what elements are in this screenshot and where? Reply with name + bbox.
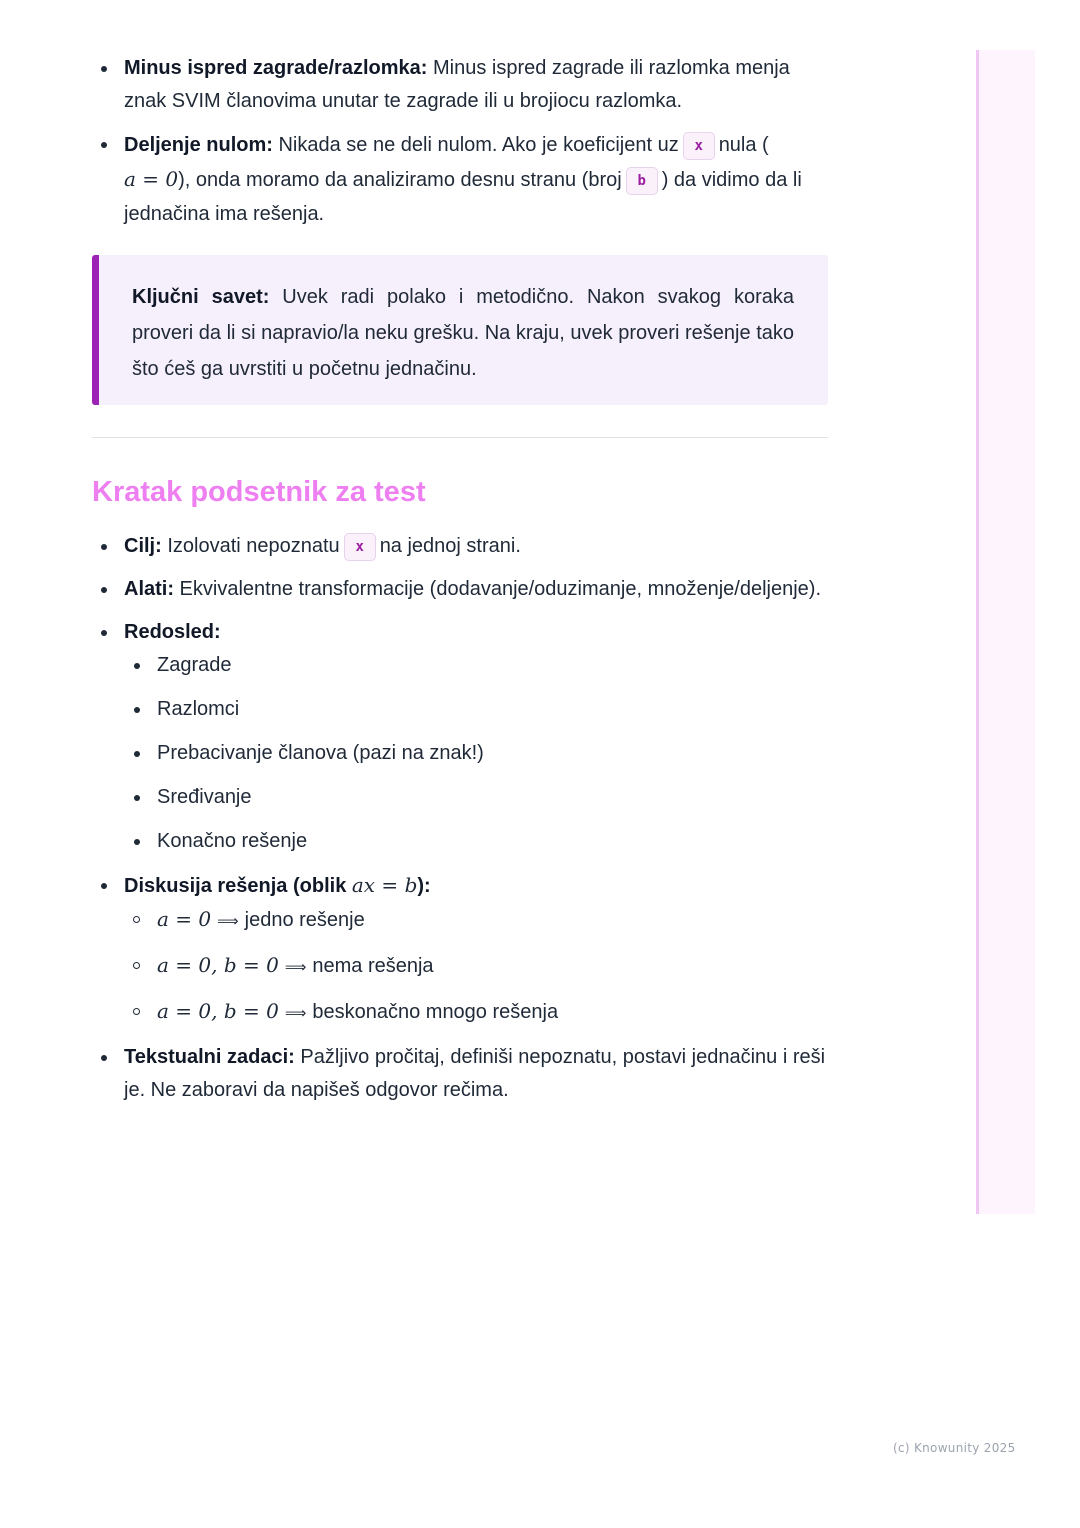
list-item: Razlomci <box>124 693 828 726</box>
item-label: Diskusija rešenja (oblik <box>124 875 352 897</box>
inline-code-b: b <box>626 167 658 195</box>
list-item: Konačno rešenje <box>124 825 828 858</box>
math-b: b <box>404 873 418 897</box>
implies-arrow: ⟹ <box>217 912 239 930</box>
callout-text: Uvek radi polako i metodično. Nakon svakog koraka proveri da li si napravio/la neku grešku. Na kraju, uvek proveri rešenje tako što ćeš ga uvrstiti u početnu jednačinu. <box>132 286 794 380</box>
item-text: na jednoj strani. <box>379 535 521 557</box>
item-text: nula ( <box>718 134 769 156</box>
inline-code-x: x <box>683 132 715 160</box>
list-item <box>124 949 828 984</box>
item-label: ): <box>417 875 431 897</box>
item-text: ), onda moramo da analiziramo desnu stranu (broj <box>178 169 622 191</box>
math-eq: = 0 <box>135 167 179 191</box>
callout-label: Ključni savet: <box>132 286 270 308</box>
item-label: Deljenje nulom: <box>124 134 273 156</box>
list-item-tools <box>92 573 828 606</box>
list-item-word-problems <box>92 1041 828 1107</box>
item-text: Nikada se ne deli nulom. Ako je koeficijent uz <box>272 134 679 156</box>
case-math: a = 0, b = 0 <box>157 999 279 1023</box>
list-item <box>124 903 828 938</box>
top-list <box>92 52 828 241</box>
math-eq: = <box>375 873 405 897</box>
list-item: Prebacivanje članova (pazi na znak!) <box>124 737 828 770</box>
copyright-footer: (c) Knowunity 2025 <box>893 1441 1016 1455</box>
list-item-goal <box>92 530 828 563</box>
divider <box>92 437 828 438</box>
item-label: Alati: <box>124 578 174 600</box>
order-steps <box>124 649 828 858</box>
item-label: Redosled: <box>124 621 221 643</box>
implies-arrow: ⟹ <box>284 1004 307 1022</box>
item-text: ) da vidimo da li jednačina ima rešenja. <box>124 169 802 225</box>
math-a: a <box>124 167 136 191</box>
sidebar-strip <box>976 50 1035 1214</box>
math-ax: ax <box>351 873 376 897</box>
item-label: Cilj: <box>124 535 162 557</box>
implies-arrow: ⟹ <box>284 958 307 976</box>
list-item-order <box>92 616 828 858</box>
discussion-cases <box>124 903 828 1030</box>
item-text: Pažljivo pročitaj, definiši nepoznatu, postavi jednačinu i reši je. Ne zaboravi da napišeš odgovor rečima. <box>124 1046 826 1101</box>
reminder-list <box>92 530 828 1117</box>
case-result: jedno rešenje <box>244 909 365 931</box>
section-title: Kratak podsetnik za test <box>92 476 426 508</box>
item-text: Ekvivalentne transformacije (dodavanje/oduzimanje, množenje/deljenje). <box>174 578 822 600</box>
inline-code-x: x <box>344 533 376 561</box>
list-item-division-by-zero <box>92 128 828 231</box>
list-item: Sređivanje <box>124 781 828 814</box>
list-item-minus <box>92 52 828 118</box>
item-text: Minus ispred zagrade ili razlomka menja znak SVIM članovima unutar te zagrade ili u brojiocu razlomka. <box>124 57 790 112</box>
list-item: Zagrade <box>124 649 828 682</box>
list-item <box>124 995 828 1030</box>
list-item-discussion <box>92 869 828 1030</box>
item-text: Izolovati nepoznatu <box>161 535 340 557</box>
item-label: Tekstualni zadaci: <box>124 1046 295 1068</box>
case-math: a = 0 <box>157 907 212 931</box>
key-tip-callout <box>92 255 828 405</box>
case-result: nema rešenja <box>312 955 434 977</box>
item-label: Minus ispred zagrade/razlomka: <box>124 57 428 79</box>
case-math: a = 0, b = 0 <box>157 953 279 977</box>
case-result: beskonačno mnogo rešenja <box>312 1001 559 1023</box>
